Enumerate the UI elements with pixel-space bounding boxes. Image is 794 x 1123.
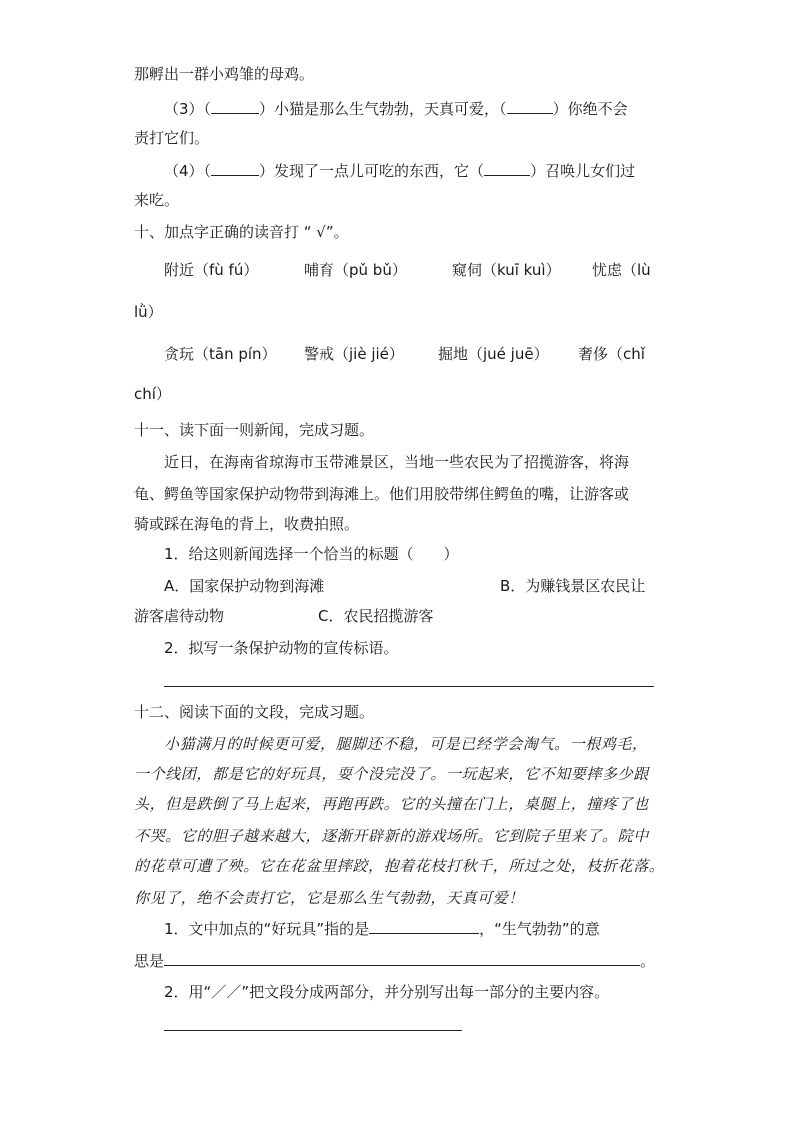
q9-item3-cont: 责打它们。 [134, 129, 210, 147]
q11-para-line: 近日，在海南省琼海市玉带滩景区，当地一些农民为了招揽游客，将海 [164, 453, 630, 471]
q10-item-4: 忧虑（lù [592, 261, 651, 279]
q11-title: 十一、读下面一则新闻，完成习题。 [134, 421, 375, 439]
q11-sub2: 2．拟写一条保护动物的宣传标语。 [164, 639, 399, 657]
q10-item-3: 窥伺（kuī kuì） [452, 261, 561, 279]
q9-item4-blank2[interactable] [484, 160, 530, 176]
q12-para-line: 一个线团，都是它的好玩具，耍个没完没了。一玩起来，它不知要摔多少跟 [134, 765, 649, 783]
q10-item-6: 警戒（jiè jié） [304, 345, 404, 363]
q12-sub1-mid: ，“生气勃勃”的意 [479, 920, 600, 938]
q9-item-3 [164, 98, 628, 119]
q12-para-line: 小猫满月的时候更可爱，腿脚还不稳，可是已经学会淘气。一根鸡毛， [164, 735, 648, 753]
q12-sub1-end: 。 [640, 952, 656, 970]
q12-para-line: 你见了，绝不会责打它，它是那么生气勃勃，天真可爱！ [134, 889, 525, 907]
q9-item4-mid: ）发现了一点儿可吃的东西，它（ [259, 162, 485, 180]
q10-item-7: 掘地（jué juē） [438, 345, 549, 363]
q10-item4-cont: lǜ） [134, 303, 163, 321]
q9-item3-mid: ）小猫是那么生气勃勃，天真可爱，（ [259, 100, 507, 118]
q10-item-1: 附近（fù fú） [164, 261, 259, 279]
q11-option-a[interactable]: A．国家保护动物到海滩 [164, 577, 325, 595]
q12-sub1-blank2[interactable] [164, 950, 640, 966]
q9-item4-blank1[interactable] [211, 160, 259, 176]
q12-para-line: 的花草可遭了殃。它在花盆里摔跤，抱着花枝打秋千，所过之处，枝折花落。 [134, 857, 665, 875]
q11-answer-line[interactable] [164, 686, 654, 687]
q9-item3-blank2[interactable] [507, 98, 553, 114]
q12-para-line: 不哭。它的胆子越来越大，逐渐开辟新的游戏场所。它到院子里来了。院中 [134, 827, 649, 845]
q12-sub1-cont-label: 思是 [134, 952, 165, 970]
q9-item4-cont: 来吃。 [134, 191, 180, 209]
q12-answer-line[interactable] [164, 1030, 462, 1031]
q11-option-b[interactable]: B．为赚钱景区农民让 [500, 577, 646, 595]
q11-sub1: 1．给这则新闻选择一个恰当的标题（ ） [164, 545, 459, 563]
q9-item4-end: ）召唤儿女们过 [530, 162, 636, 180]
q9-item3-end: ）你绝不会 [552, 100, 628, 118]
q12-sub1-prompt: 1．文中加点的“好玩具”指的是 [164, 920, 370, 938]
q10-item-8: 奢侈（chǐ [578, 345, 645, 363]
q12-sub1 [164, 918, 600, 939]
q10-title: 十、加点字正确的读音打 “ √”。 [134, 223, 349, 241]
q9-item-4 [164, 160, 635, 181]
q11-para-line: 龟、鳄鱼等国家保护动物带到海滩上。他们用胶带绑住鳄鱼的嘴，让游客或 [134, 485, 630, 503]
q10-item8-cont: chí） [134, 385, 171, 403]
q12-sub1-cont [134, 950, 655, 971]
q9-item3-label: （3）（ [164, 100, 212, 118]
q11-option-b-cont[interactable]: 游客虐待动物 [134, 607, 225, 625]
q12-title: 十二、阅读下面的文段，完成习题。 [134, 703, 375, 721]
q12-para-line: 头，但是跌倒了马上起来，再跑再跌。它的头撞在门上，桌腿上，撞疼了也 [134, 795, 649, 813]
q11-option-c[interactable]: C．农民招揽游客 [318, 607, 434, 625]
q9-item4-label: （4）（ [164, 162, 212, 180]
q10-item-5: 贪玩（tān pín） [164, 345, 277, 363]
q12-sub2: 2．用“／／”把文段分成两部分，并分别写出每一部分的主要内容。 [164, 983, 610, 1001]
q10-item-2: 哺育（pǔ bǔ） [304, 261, 407, 279]
q11-para-line: 骑或踩在海龟的背上，收费拍照。 [134, 515, 360, 533]
q9-line-top: 那孵出一群小鸡雏的母鸡。 [134, 65, 315, 83]
q12-sub1-blank1[interactable] [369, 918, 479, 934]
q9-item3-blank1[interactable] [211, 98, 259, 114]
